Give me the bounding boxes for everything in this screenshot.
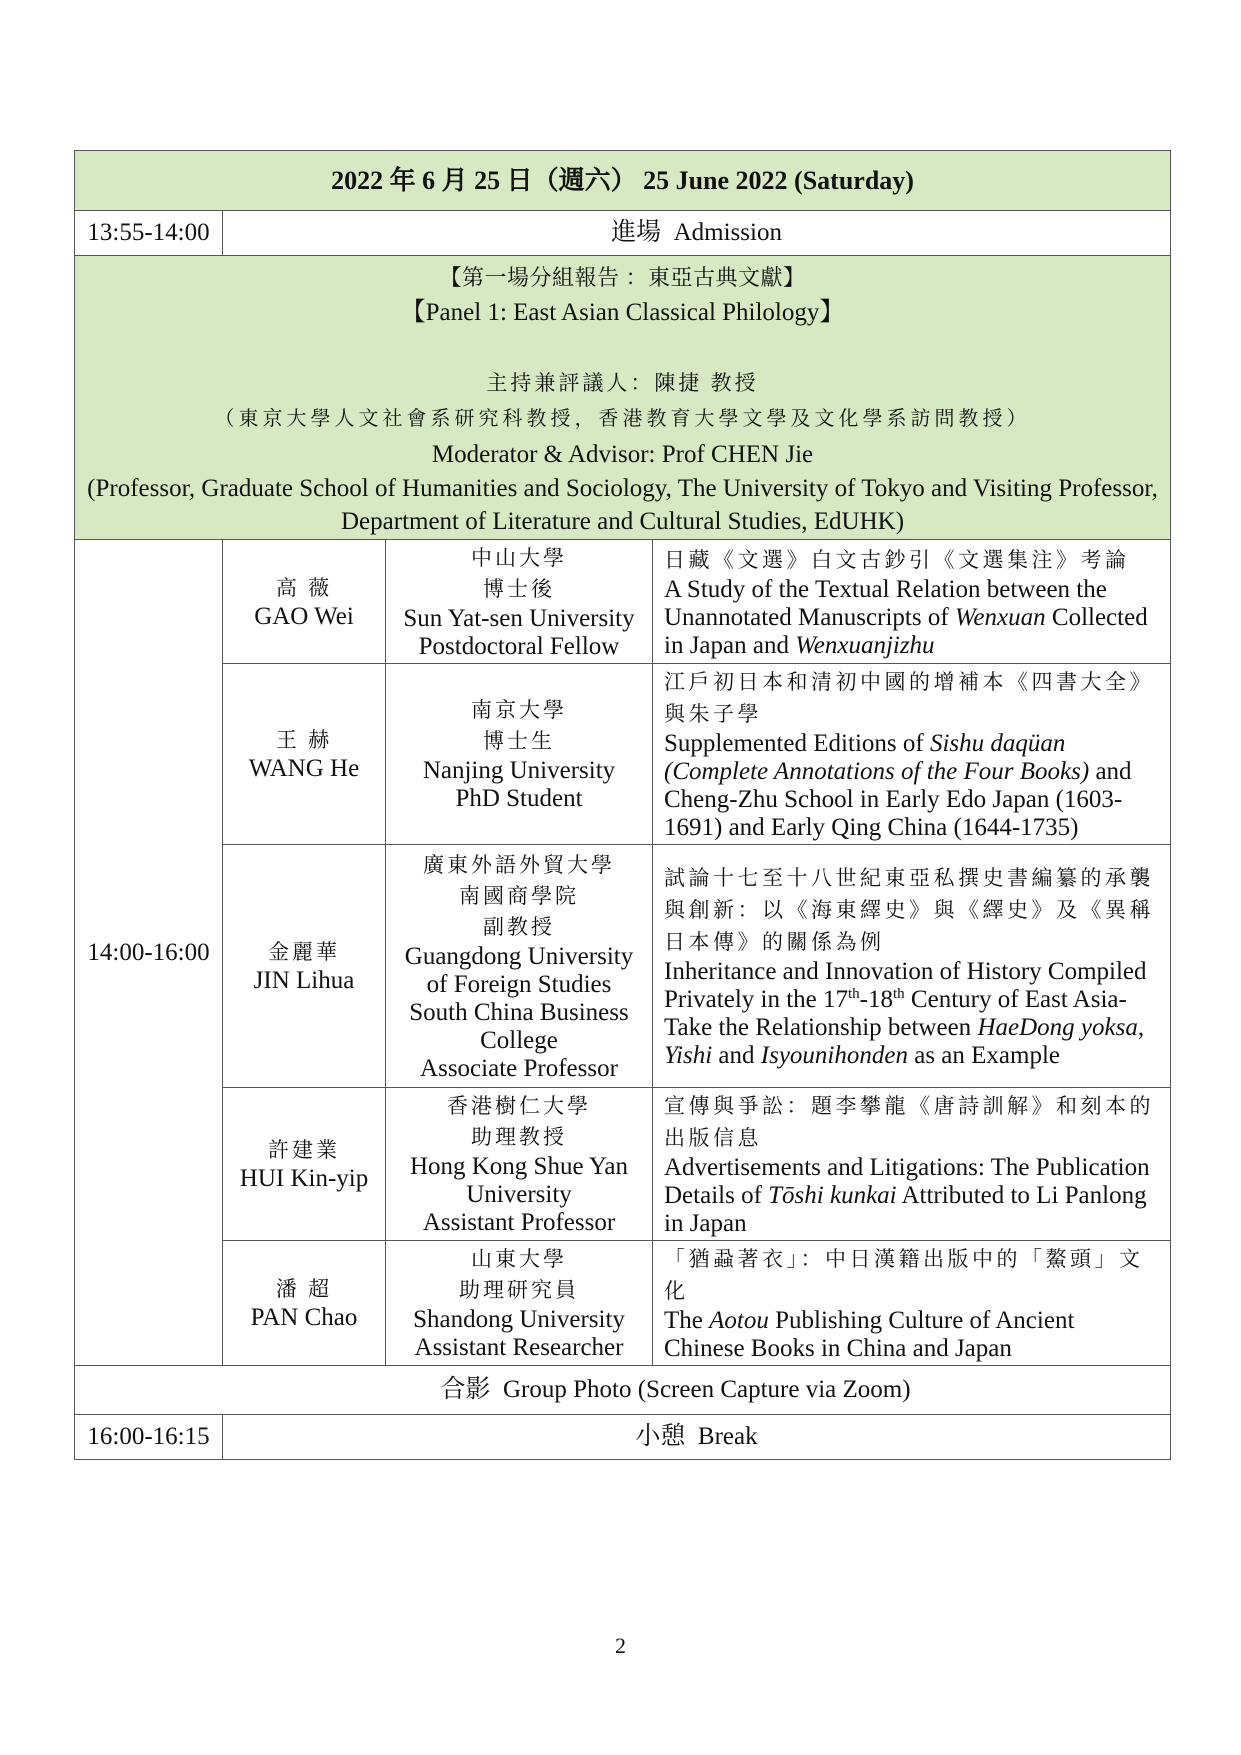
affiliation-en-line: Guangdong University of Foreign Studies (404, 942, 634, 998)
talk-row (75, 1088, 1171, 1241)
italic-title-segment: Aotou (709, 1307, 769, 1334)
title-segment: -18 (859, 986, 893, 1013)
speaker-name-en: JIN Lihua (253, 967, 355, 994)
affiliation-zh-line: 南國商學院 (459, 883, 579, 908)
affiliation-zh-list (394, 543, 644, 605)
page-number: 2 (615, 1633, 626, 1658)
italic-title-segment: Wenxuanjizhu (795, 631, 935, 659)
affiliation-zh-line: 中山大學 (471, 545, 567, 570)
date-header-cell (75, 151, 1171, 211)
talk-title-en (664, 1307, 1155, 1363)
title-segment: A Study of the Textual Relation between the Unannotated Manuscripts of (664, 575, 1107, 631)
break-label: 小憩 Break (635, 1423, 758, 1450)
superscript-segment: th (848, 986, 860, 1002)
title-segment: , (1137, 1014, 1145, 1041)
italic-title-segment: Sishu daqüan (Complete Annotations of the Four Books) (664, 730, 1090, 785)
affiliation-zh-list (394, 1244, 644, 1306)
moderator-zh: 主持兼評議人：陳捷 教授 (486, 370, 759, 395)
group-photo-row (75, 1366, 1171, 1415)
affiliation-en-list (394, 757, 644, 813)
title-segment: The (664, 1307, 710, 1334)
talk-title-cell (653, 1241, 1171, 1366)
break-row (75, 1415, 1171, 1460)
panel-spacer (85, 330, 1160, 365)
affiliation-zh-line: 山東大學 (471, 1247, 567, 1271)
speaker-name-zh: 許建業 (268, 1138, 340, 1162)
talk-title-zh: 宣傳與爭訟：題李攀龍《唐詩訓解》和刻本的出版信息 (664, 1094, 1154, 1150)
talk-row (75, 664, 1171, 845)
affiliation-cell (386, 664, 653, 845)
italic-title-segment: Tōshi kunkai (768, 1182, 897, 1209)
date-header-row (75, 151, 1171, 211)
affiliation-zh-line: 南京大學 (471, 698, 567, 722)
talk-title-en (664, 1154, 1155, 1238)
time-cell (75, 1415, 223, 1460)
speaker-cell (223, 1241, 386, 1366)
speaker-cell (223, 1088, 386, 1241)
talk-title-zh: 「猶蝨著衣」：中日漢籍出版中的「鰲頭」文化 (664, 1247, 1144, 1303)
affiliation-zh-line: 助理教授 (471, 1125, 567, 1149)
panel-title-zh: 【第一場分組報告 ：東亞古典文獻】 (439, 264, 806, 290)
speaker-name-zh: 金麗華 (268, 940, 340, 964)
affiliation-en-line: Assistant Professor (422, 1209, 616, 1236)
affiliation-en-line: South China Business College (409, 998, 629, 1054)
program-table (74, 150, 1171, 1460)
affiliation-zh-list (394, 1091, 644, 1153)
affiliation-cell (386, 1241, 653, 1366)
talk-title-cell (653, 845, 1171, 1088)
affiliation-en-line: Associate Professor (420, 1054, 618, 1082)
talk-title-zh: 江戶初日本和清初中國的增補本《四書大全》與朱子學 (664, 670, 1154, 726)
affiliation-cell (386, 1088, 653, 1241)
speaker-cell (223, 845, 386, 1088)
superscript-segment: th (893, 986, 905, 1002)
affiliation-en-line: Sun Yat-sen University (403, 604, 635, 632)
title-segment: Advertisements and Litigations: The Publication Details of (664, 1154, 1150, 1209)
admission-row (75, 211, 1171, 256)
title-segment: Supplemented Editions of (664, 730, 930, 757)
date-header: 2022 年 6 月 25 日（週六） 25 June 2022 (Saturday) (331, 165, 914, 195)
italic-title-segment: Wenxuan (954, 603, 1046, 631)
panel-cell (75, 256, 1171, 540)
affiliation-en-list (394, 943, 644, 1083)
affiliation-zh-list (394, 850, 644, 943)
affiliation-zh-list (394, 695, 644, 757)
speaker-name-en: PAN Chao (250, 1304, 358, 1331)
affiliation-zh-line: 副教授 (483, 914, 555, 939)
italic-title-segment: HaeDong yoksa (977, 1014, 1138, 1041)
speaker-name-en: HUI Kin-yip (239, 1165, 369, 1192)
talk-title-en (664, 730, 1155, 842)
speaker-name-en: GAO Wei (254, 602, 354, 630)
panel-title-en: 【Panel 1: East Asian Classical Philology】 (400, 298, 845, 326)
admission-cell (223, 211, 1171, 256)
speaker-cell (223, 664, 386, 845)
session-time-cell (75, 540, 223, 1366)
affiliation-en-line: Postdoctoral Fellow (418, 632, 620, 660)
affiliation-cell (386, 540, 653, 664)
affiliation-zh-line: 廣東外語外貿大學 (423, 852, 615, 877)
talk-row (75, 1241, 1171, 1366)
affiliation-en-line: Hong Kong Shue Yan University (409, 1153, 629, 1208)
moderator-en: Moderator & Advisor: Prof CHEN Jie (431, 440, 814, 468)
talk-row (75, 540, 1171, 664)
speaker-name-zh: 高 薇 (275, 575, 333, 600)
affiliation-en-line: Nanjing University (422, 757, 616, 784)
title-segment: Century of East Asia-Take the Relationship between (664, 986, 1127, 1041)
talk-title-cell (653, 664, 1171, 845)
title-segment: as an Example (907, 1042, 1061, 1069)
group-photo-cell (75, 1366, 1171, 1415)
affiliation-en-line: Assistant Researcher (414, 1334, 624, 1361)
talk-title-cell (653, 1088, 1171, 1241)
talk-title-en (664, 958, 1155, 1070)
speaker-name-en: WANG He (248, 755, 360, 782)
session-time: 14:00-16:00 (87, 938, 210, 966)
break-time: 16:00-16:15 (87, 1423, 210, 1450)
affiliation-en-list (394, 605, 644, 661)
title-segment: and Cheng-Zhu School in Early Edo Japan (1603-1691) and Early Qing China (1644-1735) (664, 758, 1132, 841)
affiliation-en-line: PhD Student (455, 785, 583, 812)
panel-row (75, 256, 1171, 540)
speaker-cell (223, 540, 386, 664)
group-photo-label: 合影 Group Photo (Screen Capture via Zoom) (440, 1376, 911, 1403)
italic-title-segment: Isyounihonden (760, 1042, 908, 1069)
speaker-name-zh: 潘 超 (275, 1277, 333, 1301)
talk-title-en (664, 576, 1155, 660)
admission-label: 進場 Admission (611, 219, 782, 246)
talk-title-cell (653, 540, 1171, 664)
talk-title-zh: 日藏《文選》白文古鈔引《文選集注》考論 (664, 547, 1130, 572)
admission-time: 13:55-14:00 (87, 219, 210, 246)
title-segment: Inheritance and Innovation of History Compiled Privately in the 17 (664, 958, 1147, 1013)
talk-row (75, 845, 1171, 1088)
affiliation-zh-line: 香港樹仁大學 (447, 1094, 591, 1118)
talk-title-zh: 試論十七至十八世紀東亞私撰史書編纂的承襲與創新：以《海東繹史》與《繹史》及《異稱日本傳》的關係為例 (664, 866, 1154, 954)
italic-title-segment: Yishi (664, 1042, 713, 1069)
break-cell (223, 1415, 1171, 1460)
title-segment: Publishing Culture of Ancient Chinese Books in China and Japan (664, 1307, 1075, 1362)
speaker-name-zh: 王 赫 (275, 728, 333, 752)
affiliation-en-list (394, 1153, 644, 1237)
affiliation-en-list (394, 1306, 644, 1362)
affiliation-cell (386, 845, 653, 1088)
affiliation-zh-line: 助理研究員 (459, 1278, 579, 1302)
affiliation-zh-line: 博士後 (483, 576, 555, 601)
title-segment: Collected in Japan and (664, 603, 1148, 659)
affiliation-en-line: Shandong University (413, 1306, 625, 1333)
moderator-affiliation-en: (Professor, Graduate School of Humanities and Sociology, The University of Tokyo and Visiting Professor, Department of Literature and Cultural Studies, EdUHK) (87, 474, 1158, 535)
title-segment: and (712, 1042, 761, 1069)
moderator-affiliation-zh: （東京大學人文社會系研究科教授，香港教育大學文學及文化學系訪問教授） (214, 407, 1031, 430)
affiliation-zh-line: 博士生 (483, 729, 555, 753)
title-segment: Attributed to Li Panlong in Japan (664, 1182, 1147, 1237)
time-cell (75, 211, 223, 256)
